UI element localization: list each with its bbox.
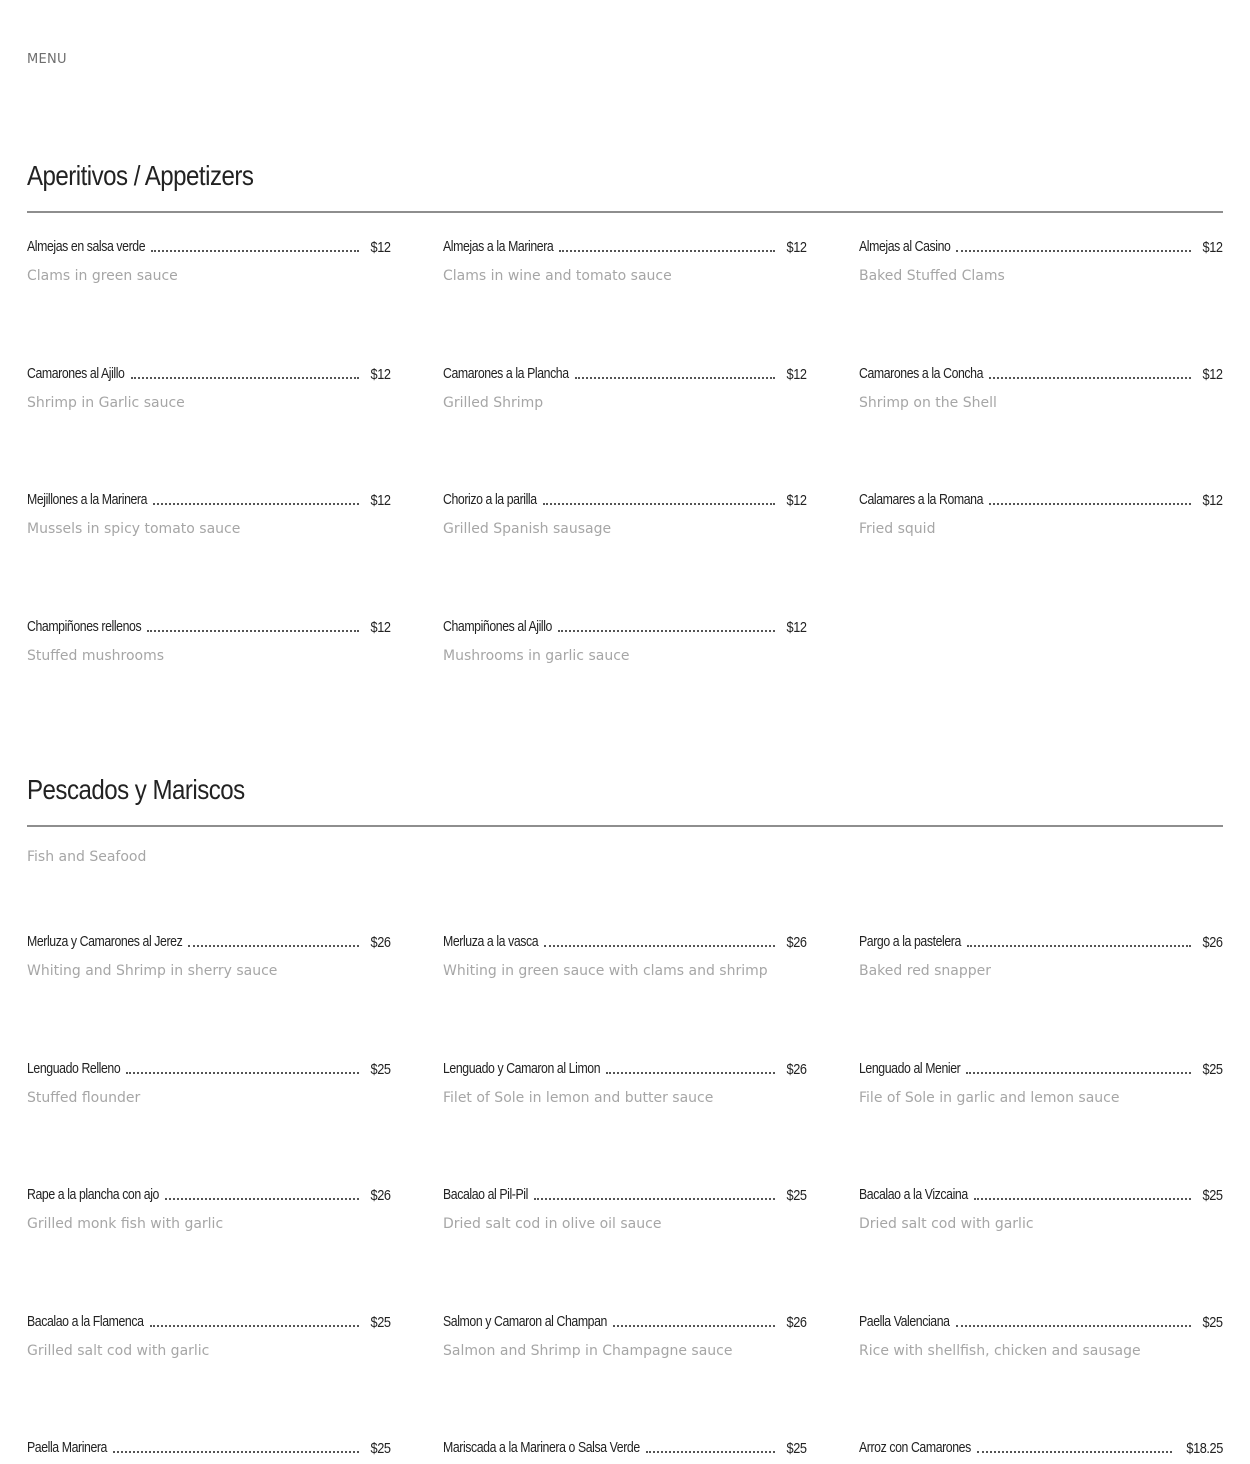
item-price: $12: [370, 239, 391, 256]
item-name: Paella Valenciana: [859, 1313, 950, 1330]
item-description: Rice with shellfish, chicken and sausage: [859, 1343, 1141, 1359]
dot-leader: [977, 1451, 1172, 1453]
item-price: $25: [786, 1187, 807, 1204]
item-name: Camarones a la Plancha: [443, 365, 569, 382]
item-description: Fried squid: [859, 521, 936, 537]
dot-leader: [147, 630, 359, 632]
dot-leader: [989, 503, 1191, 505]
item-price: $26: [370, 1187, 391, 1204]
dot-leader: [543, 503, 776, 505]
item-price: $26: [1202, 934, 1223, 951]
dot-leader: [113, 1451, 359, 1453]
menu-item: [27, 929, 391, 989]
dot-leader: [966, 1072, 1191, 1074]
menu-item: [859, 234, 1223, 294]
item-description: Shrimp on the Shell: [859, 395, 997, 411]
item-price: $12: [786, 619, 807, 636]
item-name: Almejas a la Marinera: [443, 238, 554, 255]
item-name: Almejas al Casino: [859, 238, 951, 255]
item-name: Camarones a la Concha: [859, 365, 984, 382]
item-description: Whiting and Shrimp in sherry sauce: [27, 963, 278, 979]
dot-leader: [559, 250, 775, 252]
section-divider: [27, 825, 1223, 827]
dot-leader: [956, 1325, 1192, 1327]
menu-item: [859, 487, 1223, 547]
section-subtitle: Fish and Seafood: [27, 849, 147, 865]
item-description: File of Sole in garlic and lemon sauce: [859, 1090, 1120, 1106]
item-name: Lenguado Relleno: [27, 1060, 121, 1077]
item-price: $25: [786, 1440, 807, 1457]
item-description: Clams in green sauce: [27, 268, 178, 284]
dot-leader: [613, 1325, 776, 1327]
menu-item: [27, 1309, 391, 1369]
dot-leader: [558, 630, 775, 632]
menu-item: [443, 361, 807, 421]
item-price: $26: [370, 934, 391, 951]
dot-leader: [967, 945, 1192, 947]
item-description: Salmon and Shrimp in Champagne sauce: [443, 1343, 733, 1359]
item-price: $25: [1202, 1061, 1223, 1078]
item-price: $12: [1202, 492, 1223, 509]
menu-item: [27, 1182, 391, 1242]
item-name: Bacalao a la Flamenca: [27, 1313, 144, 1330]
item-name: Lenguado y Camaron al Limon: [443, 1060, 601, 1077]
dot-leader: [646, 1451, 776, 1453]
dot-leader: [606, 1072, 775, 1074]
dot-leader: [534, 1198, 776, 1200]
item-price: $18.25: [1186, 1440, 1223, 1457]
item-price: $12: [786, 366, 807, 383]
menu-item: [859, 929, 1223, 989]
section-title: Aperitivos / Appetizers: [27, 160, 254, 191]
item-price: $26: [786, 1314, 807, 1331]
menu-item: [27, 487, 391, 547]
item-name: Paella Marinera: [27, 1439, 108, 1456]
menu-item: [27, 1435, 391, 1464]
item-price: $26: [786, 1061, 807, 1078]
item-price: $12: [370, 492, 391, 509]
item-name: Rape a la plancha con ajo: [27, 1186, 159, 1203]
dot-leader: [974, 1198, 1192, 1200]
item-name: Chorizo a la parilla: [443, 491, 537, 508]
dot-leader: [165, 1198, 359, 1200]
menu-item: [859, 1435, 1223, 1464]
item-name: Bacalao a la Vizcaina: [859, 1186, 968, 1203]
item-price: $12: [370, 619, 391, 636]
item-price: $12: [786, 492, 807, 509]
item-name: Salmon y Camaron al Champan: [443, 1313, 607, 1330]
item-name: Champiñones al Ajillo: [443, 618, 552, 635]
item-description: Filet of Sole in lemon and butter sauce: [443, 1090, 714, 1106]
item-price: $25: [370, 1314, 391, 1331]
item-price: $12: [1202, 366, 1223, 383]
item-price: $25: [1202, 1314, 1223, 1331]
menu-nav-link[interactable]: MENU: [27, 52, 67, 67]
dot-leader: [575, 377, 776, 379]
section-title: Pescados y Mariscos: [27, 774, 245, 805]
item-name: Mariscada a la Marinera o Salsa Verde: [443, 1439, 640, 1456]
menu-item: [27, 1056, 391, 1116]
item-name: Arroz con Camarones: [859, 1439, 971, 1456]
menu-item: [859, 361, 1223, 421]
item-description: Baked Stuffed Clams: [859, 268, 1005, 284]
item-description: Clams in wine and tomato sauce: [443, 268, 672, 284]
item-description: Grilled Spanish sausage: [443, 521, 612, 537]
item-price: $12: [786, 239, 807, 256]
menu-item: [443, 614, 807, 674]
item-price: $26: [786, 934, 807, 951]
dot-leader: [151, 250, 359, 252]
item-description: Grilled monk fish with garlic: [27, 1216, 224, 1232]
dot-leader: [544, 945, 775, 947]
item-description: Shrimp in Garlic sauce: [27, 395, 185, 411]
item-name: Lenguado al Menier: [859, 1060, 961, 1077]
item-price: $25: [1202, 1187, 1223, 1204]
item-description: Mushrooms in garlic sauce: [443, 648, 630, 664]
item-price: $25: [370, 1061, 391, 1078]
item-description: Dried salt cod with garlic: [859, 1216, 1034, 1232]
menu-item: [859, 1182, 1223, 1242]
menu-item: [443, 487, 807, 547]
item-name: Merluza y Camarones al Jerez: [27, 933, 183, 950]
item-price: $12: [1202, 239, 1223, 256]
menu-item: [27, 614, 391, 674]
item-name: Champiñones rellenos: [27, 618, 142, 635]
menu-item: [27, 234, 391, 294]
item-description: Whiting in green sauce with clams and shrimp: [443, 963, 768, 979]
section-divider: [27, 211, 1223, 213]
item-name: Calamares a la Romana: [859, 491, 984, 508]
item-description: Mussels in spicy tomato sauce: [27, 521, 241, 537]
dot-leader: [131, 377, 360, 379]
item-name: Mejillones a la Marinera: [27, 491, 148, 508]
menu-item: [443, 1309, 807, 1369]
item-name: Merluza a la vasca: [443, 933, 539, 950]
menu-item: [859, 1309, 1223, 1369]
menu-item: [443, 1182, 807, 1242]
menu-item: [443, 1056, 807, 1116]
item-description: Stuffed mushrooms: [27, 648, 165, 664]
dot-leader: [153, 503, 359, 505]
menu-item: [443, 929, 807, 989]
menu-item: [27, 361, 391, 421]
item-description: Baked red snapper: [859, 963, 992, 979]
item-price: $25: [370, 1440, 391, 1457]
item-name: Pargo a la pastelera: [859, 933, 961, 950]
item-description: Grilled salt cod with garlic: [27, 1343, 210, 1359]
dot-leader: [989, 377, 1191, 379]
menu-item: [859, 1056, 1223, 1116]
dot-leader: [150, 1325, 360, 1327]
item-name: Almejas en salsa verde: [27, 238, 146, 255]
dot-leader: [188, 945, 359, 947]
menu-item: [443, 1435, 807, 1464]
item-name: Bacalao al Pil-Pil: [443, 1186, 528, 1203]
dot-leader: [126, 1072, 359, 1074]
item-description: Dried salt cod in olive oil sauce: [443, 1216, 662, 1232]
item-price: $12: [370, 366, 391, 383]
item-description: Stuffed flounder: [27, 1090, 141, 1106]
item-name: Camarones al Ajillo: [27, 365, 125, 382]
item-description: Grilled Shrimp: [443, 395, 544, 411]
dot-leader: [956, 250, 1191, 252]
menu-item: [443, 234, 807, 294]
